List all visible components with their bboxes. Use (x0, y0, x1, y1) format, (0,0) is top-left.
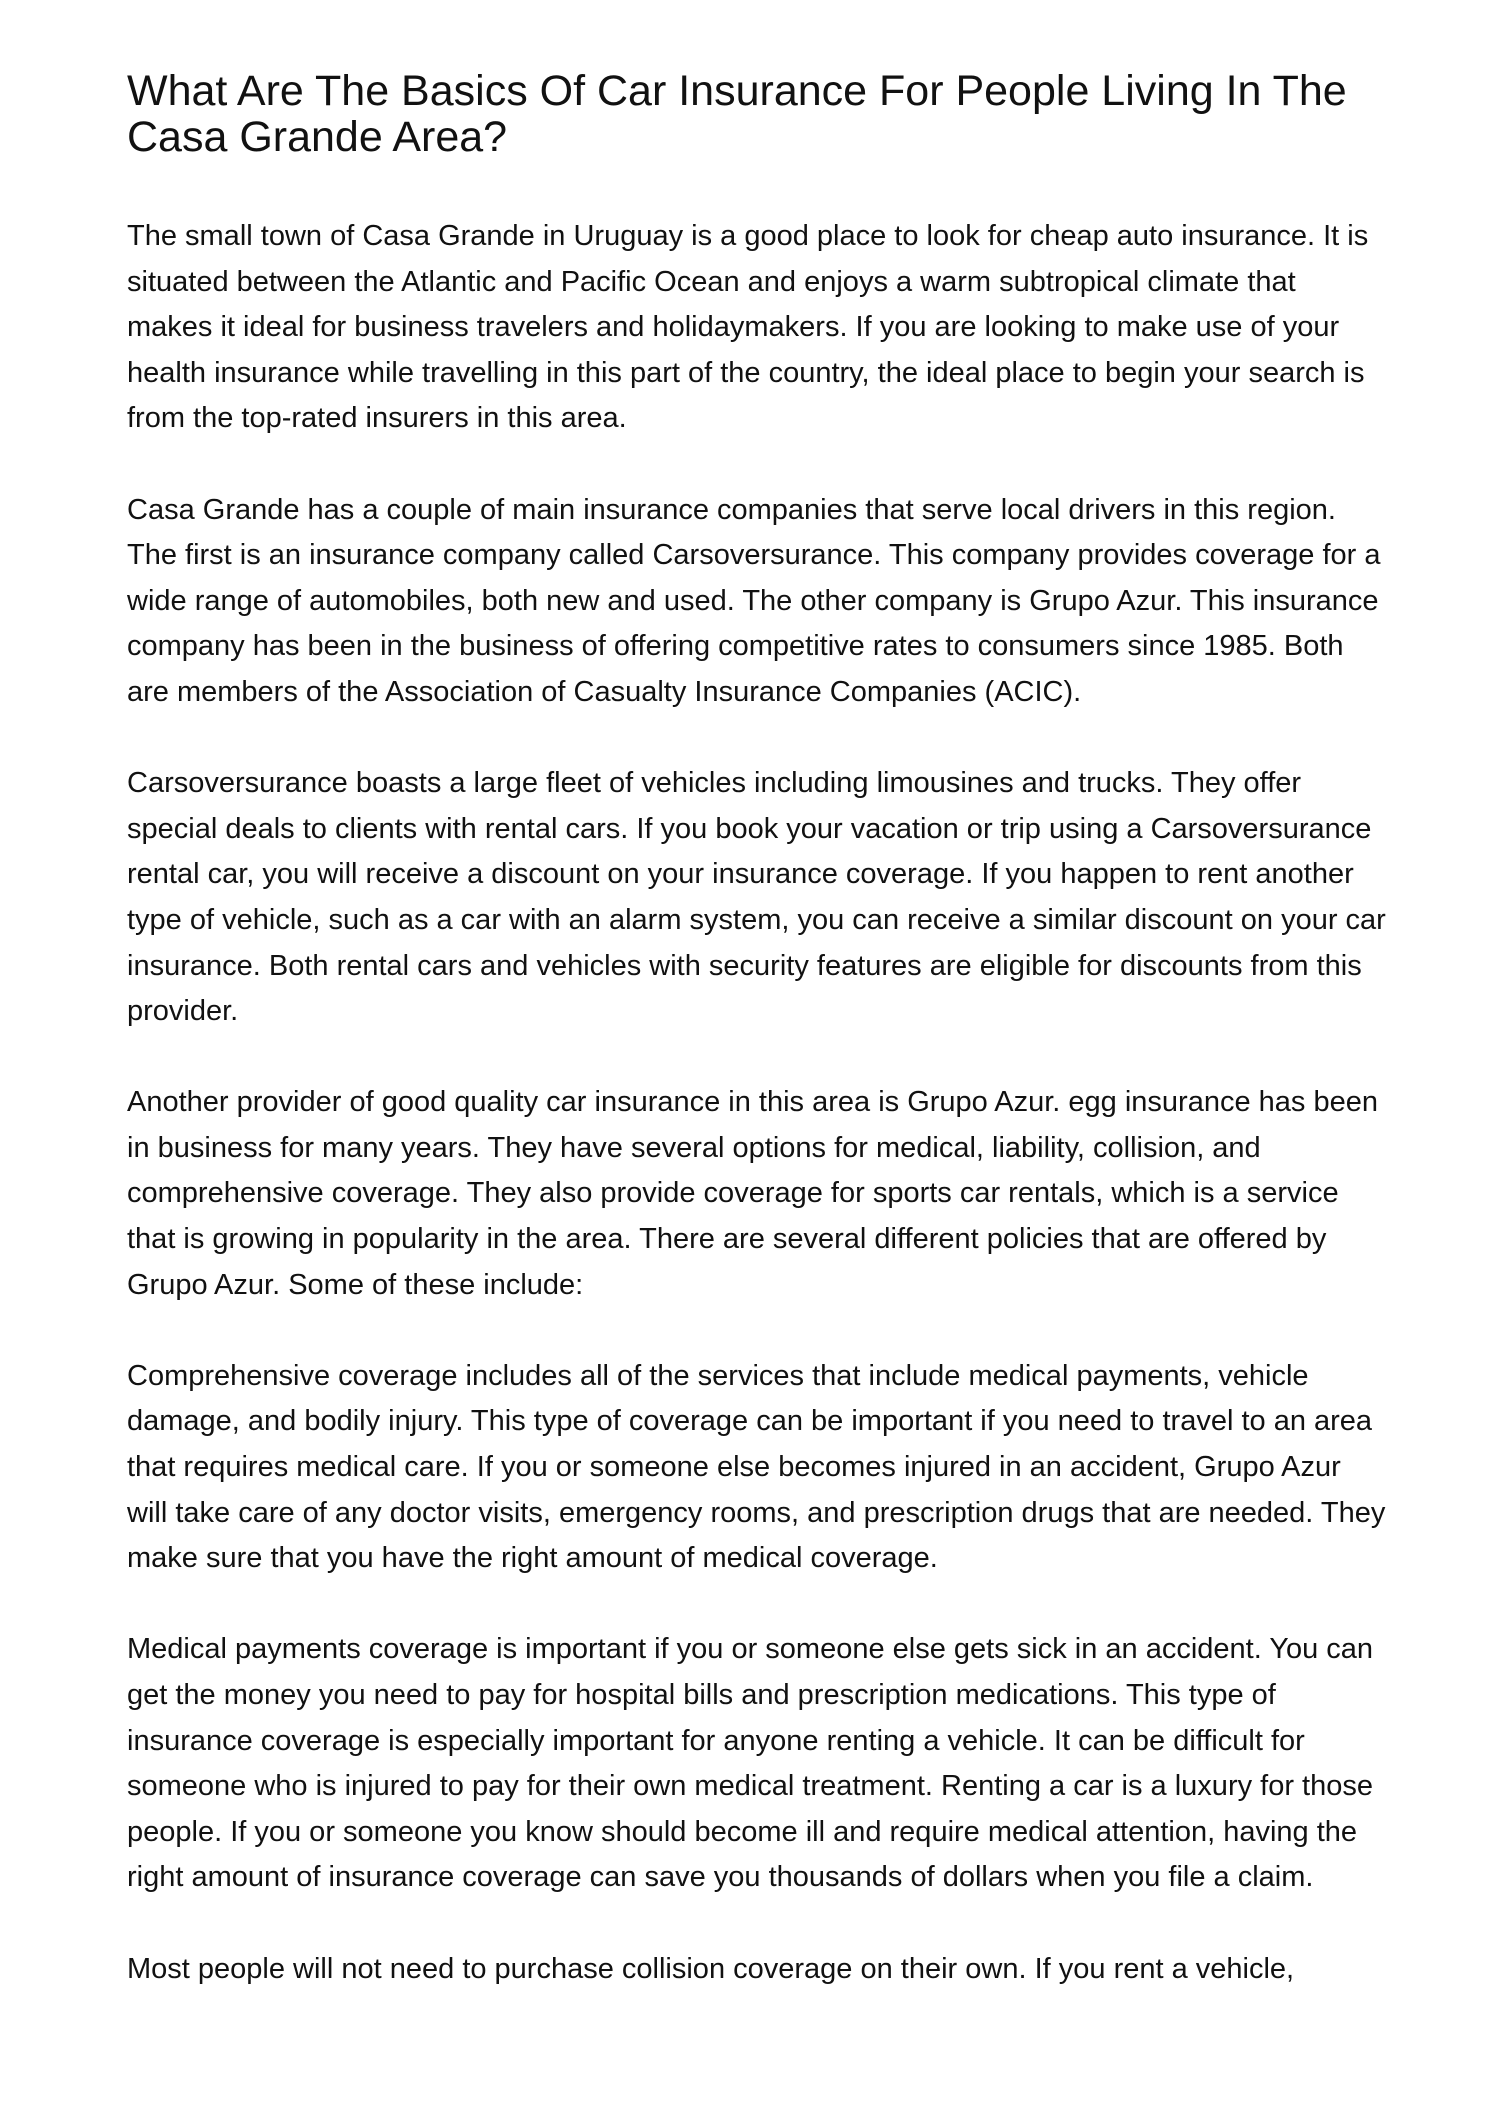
paragraph-7: Most people will not need to purchase collision coverage on their own. If you rent a vehicle, (127, 1952, 1295, 1985)
document-title: What Are The Basics Of Car Insurance For People Living In The Casa Grande Area? (127, 67, 1347, 161)
document-page (127, 68, 1387, 2038)
paragraph-1: The small town of Casa Grande in Uruguay is a good place to look for cheap auto insurance. It is situated between the Atlantic and Pacific Ocean and enjoys a warm subtropical climate that makes it ideal for business travelers and holidaymakers. If you are looking to make use of your health insurance while travelling in this part of the country, the ideal place to begin your search is from the top-rated insurers in this area. (127, 220, 1369, 435)
paragraph-5: Comprehensive coverage includes all of the services that include medical payments, vehicle damage, and bodily injury. This type of coverage can be important if you need to travel to an area that requires medical care. If you or someone else becomes injured in an accident, Grupo Azur will take care of any doctor visits, emergency rooms, and prescription drugs that are needed. They make sure that you have the right amount of medical coverage. (127, 1359, 1386, 1575)
paragraph-2: Casa Grande has a couple of main insurance companies that serve local drivers in this region. The first is an insurance company called Carsoversurance. This company provides coverage for a wide range of automobiles, both new and used. The other company is Grupo Azur. This insurance company has been in the business of offering competitive rates to consumers since 1985. Both are members of the Association of Casualty Insurance Companies (ACIC). (127, 493, 1381, 708)
paragraph-6: Medical payments coverage is important if you or someone else gets sick in an accident. You can get the money you need to pay for hospital bills and prescription medications. This type of insurance coverage is especially important for anyone renting a vehicle. It can be difficult for someone who is injured to pay for their own medical treatment. Renting a car is a luxury for those people. If you or someone you know should become ill and require medical attention, having the right amount of insurance coverage can save you thousands of dollars when you file a claim. (127, 1633, 1374, 1894)
paragraph-4: Another provider of good quality car insurance in this area is Grupo Azur. egg insurance has been in business for many years. They have several options for medical, liability, collision, and comprehensive coverage. They also provide coverage for sports car rentals, which is a service that is growing in popularity in the area. There are several different policies that are offered by Grupo Azur. Some of these include: (127, 1086, 1378, 1301)
paragraph-3: Carsoversurance boasts a large fleet of vehicles including limousines and trucks. They offer special deals to clients with rental cars. If you book your vacation or trip using a Carsoversurance rental car, you will receive a discount on your insurance coverage. If you happen to rent another type of vehicle, such as a car with an alarm system, you can receive a similar discount on your car insurance. Both rental cars and vehicles with security features are eligible for discounts from this provider. (127, 767, 1386, 1028)
